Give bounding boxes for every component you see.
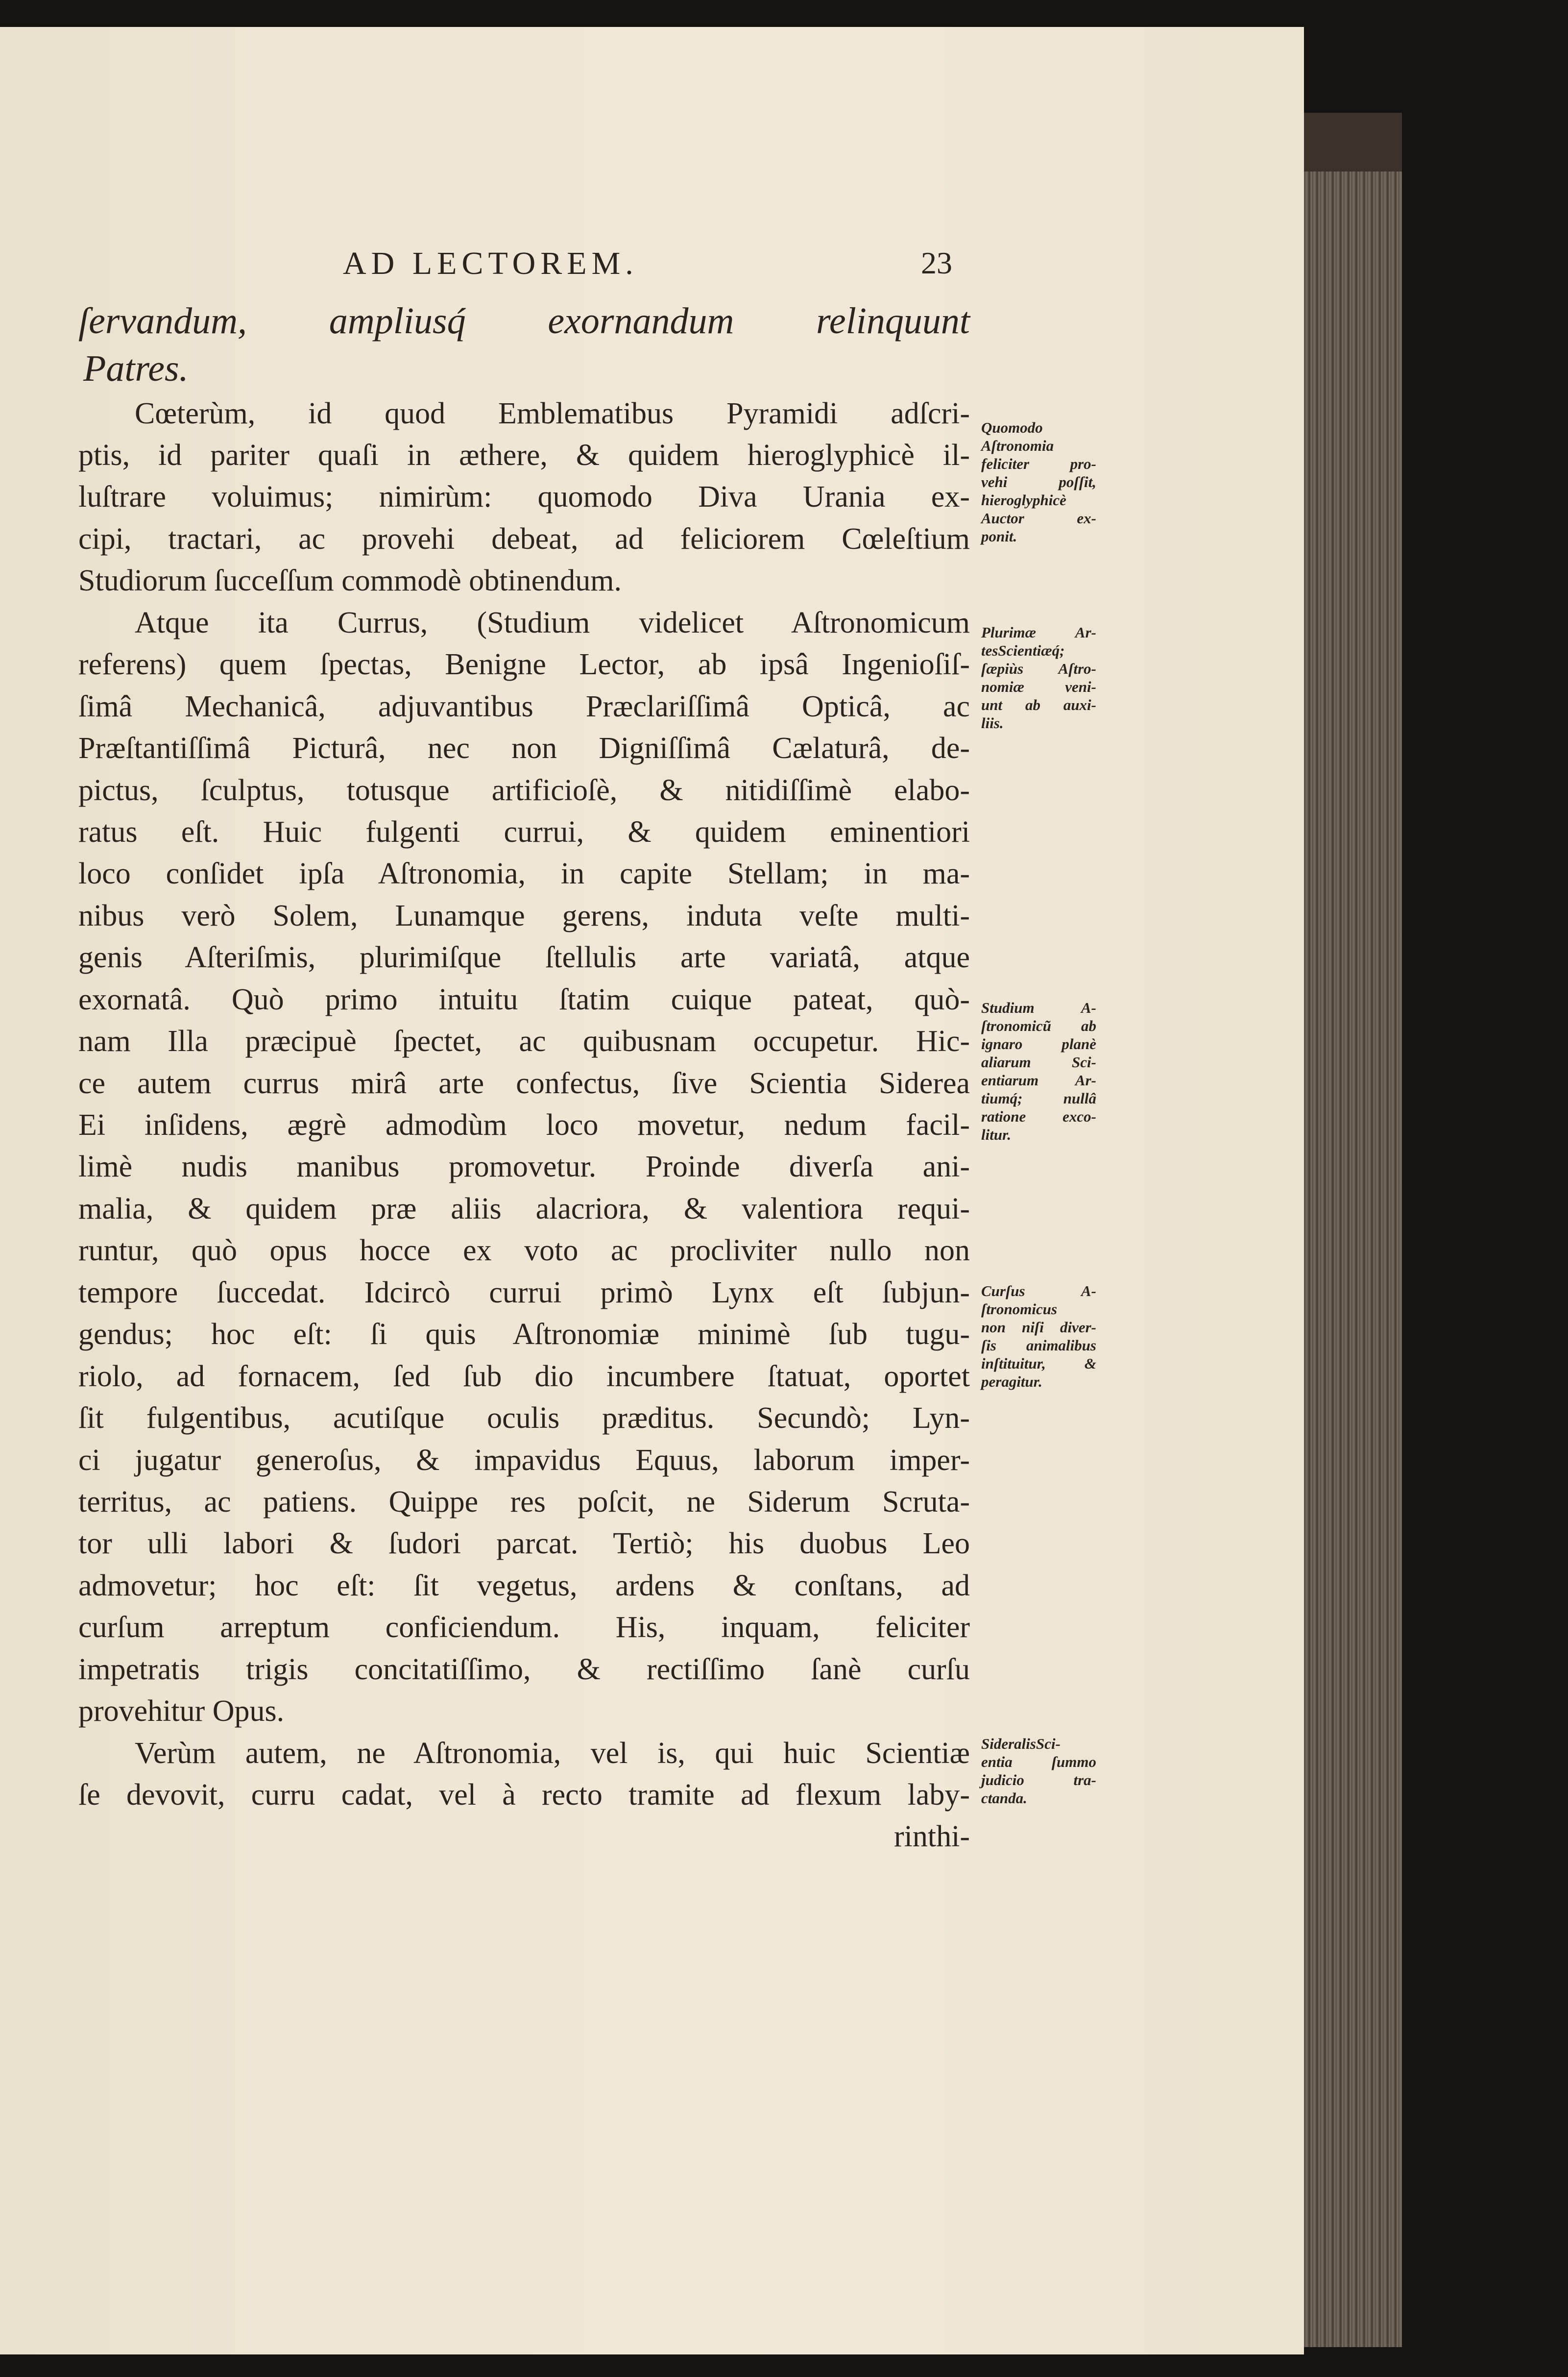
marginal-note-line: Curſus A-: [981, 1282, 1096, 1299]
text-line: admovetur; hoc eſt: ſit vegetus, ardens & conſtans, ad: [78, 1568, 970, 1602]
text-line: ſe devovit, curru cadat, vel à recto tramite ad flexum laby-: [78, 1778, 970, 1812]
text-line: runtur, quò opus hocce ex voto ac procliviter nullo non: [78, 1234, 970, 1268]
marginal-note-line: peragitur.: [981, 1372, 1042, 1390]
marginal-note-line: SideralisSci-: [981, 1735, 1061, 1752]
marginal-note-line: ſæpiùs Aſtro-: [981, 660, 1096, 677]
marginal-note-line: ſtronomicus: [981, 1300, 1058, 1318]
marginal-note: [981, 999, 1096, 1144]
marginal-note-line: non niſi diver-: [981, 1318, 1096, 1336]
marginal-note-line: vehi poſſit,: [981, 473, 1096, 491]
marginal-note: [981, 1282, 1096, 1391]
text-line: exornatâ. Quò primo intuitu ſtatim cuique pateat, quò-: [78, 982, 970, 1016]
text-line: Præſtantiſſimâ Picturâ, nec non Digniſſimâ Cælaturâ, de-: [78, 732, 970, 765]
text-line: genis Aſteriſmis, plurimiſque ſtellulis arte variatâ, atque: [78, 941, 970, 975]
text-line: curſum arreptum conficiendum. His, inquam, feliciter: [78, 1611, 970, 1644]
text-line: Patres.: [83, 348, 189, 389]
text-line: pictus, ſculptus, totusque artificioſè, & nitidiſſimè elabo-: [78, 773, 970, 807]
marginal-note-line: aliarum Sci-: [981, 1053, 1096, 1071]
marginal-note-line: feliciter pro-: [981, 455, 1096, 473]
text-line: gendus; hoc eſt: ſi quis Aſtronomiæ minimè ſub tugu-: [78, 1318, 970, 1351]
text-line: ci jugatur generoſus, & impavidus Equus, laborum imper-: [78, 1443, 970, 1477]
text-line: ſervandum, ampliusq́ exornandum relinquunt: [78, 300, 970, 342]
running-title: AD LECTOREM.: [343, 245, 638, 281]
marginal-note-line: ignaro planè: [981, 1035, 1096, 1053]
marginal-note-line: tesScientiæq́;: [981, 641, 1065, 659]
marginal-note-line: Quomodo: [981, 419, 1043, 437]
text-line: Studiorum ſucceſſum commodè obtinendum.: [78, 564, 622, 598]
marginal-note-line: entia ſummo: [981, 1753, 1096, 1770]
text-line: Verùm autem, ne Aſtronomia, vel is, qui huic Scientiæ: [135, 1736, 970, 1770]
marginal-note-line: ratione exco-: [981, 1107, 1096, 1125]
text-line: tor ulli labori & ſudori parcat. Tertiò; his duobus Leo: [78, 1527, 970, 1561]
text-line: limè nudis manibus promovetur. Proinde diverſa ani-: [78, 1150, 970, 1184]
text-line: riolo, ad fornacem, ſed ſub dio incumbere ſtatuat, oportet: [78, 1359, 970, 1393]
page-stack-shadow: [1304, 113, 1402, 172]
text-line: Atque ita Currus, (Studium videlicet Aſtronomicum: [135, 606, 970, 639]
marginal-note-line: liis.: [981, 714, 1004, 732]
marginal-note-line: tiumq́; nullâ: [981, 1089, 1096, 1107]
text-line: impetratis trigis concitatiſſimo, & rectiſſimo ſanè curſu: [78, 1652, 970, 1686]
marginal-note-line: Studium A-: [981, 999, 1096, 1016]
marginal-note-line: litur.: [981, 1126, 1012, 1143]
marginal-note-line: entiarum Ar-: [981, 1071, 1096, 1089]
marginal-note-line: ponit.: [981, 528, 1017, 545]
text-line: loco conſidet ipſa Aſtronomia, in capite Stellam; in ma-: [78, 857, 970, 891]
text-line: territus, ac patiens. Quippe res poſcit, ne Siderum Scruta-: [78, 1485, 970, 1519]
text-line: nibus verò Solem, Lunamque gerens, induta veſte multi-: [78, 899, 970, 932]
marginal-note-line: Aſtronomia: [981, 437, 1054, 455]
text-line: ſit fulgentibus, acutiſque oculis præditus. Secundò; Lyn-: [78, 1401, 970, 1435]
marginal-note: [981, 418, 1096, 545]
text-line: ptis, id pariter quaſi in æthere, & quidem hieroglyphicè il-: [78, 439, 970, 472]
text-line: tempore ſuccedat. Idcircò currui primò Lynx eſt ſubjun-: [78, 1275, 970, 1309]
marginal-note-line: ctanda.: [981, 1789, 1027, 1807]
text-line: provehitur Opus.: [78, 1694, 285, 1728]
text-line: cipi, tractari, ac provehi debeat, ad feliciorem Cœleſtium: [78, 522, 970, 556]
marginal-note-line: ſtronomicũ ab: [981, 1017, 1096, 1034]
text-line: referens) quem ſpectas, Benigne Lector, ab ipsâ Ingenioſiſ-: [78, 648, 970, 682]
page-number: 23: [921, 245, 952, 280]
marginal-note: [981, 1735, 1096, 1807]
text-line: ratus eſt. Huic fulgenti currui, & quidem eminentiori: [78, 815, 970, 849]
marginal-note-line: unt ab auxi-: [981, 696, 1096, 713]
text-line: ſimâ Mechanicâ, adjuvantibus Præclariſſimâ Opticâ, ac: [78, 689, 970, 723]
marginal-note-line: hieroglyphicè: [981, 491, 1066, 509]
text-line: Cœterùm, id quod Emblematibus Pyramidi adſcri-: [135, 396, 970, 430]
text-line: ce autem currus mirâ arte confectus, ſive Scientia Siderea: [78, 1066, 970, 1100]
text-line: malia, & quidem præ aliis alacriora, & valentiora requi-: [78, 1192, 970, 1225]
text-line: Ei inſidens, ægrè admodùm loco movetur, nedum facil-: [78, 1108, 970, 1142]
text-line: nam Illa præcipuè ſpectet, ac quibusnam occupetur. Hic-: [78, 1025, 970, 1058]
marginal-note-line: Auctor ex-: [981, 510, 1096, 527]
marginal-note-line: nomiæ veni-: [981, 678, 1096, 695]
marginal-note: [981, 623, 1096, 732]
text-line: luſtrare voluimus; nimirùm: quomodo Diva Urania ex-: [78, 480, 970, 514]
marginal-note-line: ſis animalibus: [981, 1336, 1096, 1354]
marginal-note-line: inſtituitur, &: [981, 1354, 1096, 1372]
page-stack-edges: [1304, 113, 1402, 2347]
marginal-note-line: Plurimæ Ar-: [981, 623, 1096, 641]
marginal-note-line: judicio tra-: [981, 1771, 1096, 1789]
catchword: rinthi-: [894, 1820, 970, 1854]
